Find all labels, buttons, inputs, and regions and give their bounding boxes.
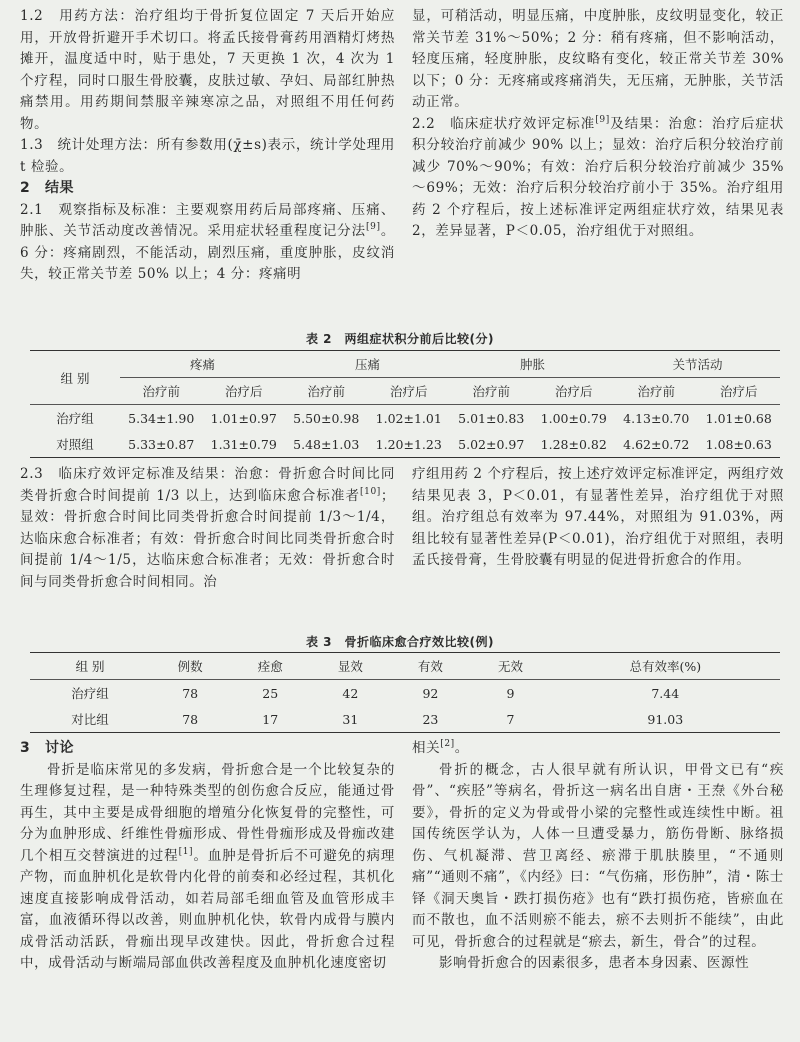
table3-cell: 25 (262, 685, 279, 701)
table2-subheader: 治疗前 (307, 384, 345, 399)
table2-row-label: 治疗组 (56, 411, 94, 426)
paragraph-scoring: 显，可稍活动，明显压痛，中度肿胀，皮纹明显变化，较正常关节差 31%～50%；2 分：稍有疼痛，但不影响活动，轻度压痛，轻度肿胀，皮纹略有变化，较正常关节差 30%以下；0 分：无疼痛或疼痛消失，无压痛，无肿胀，关节活动正常。 (412, 8, 784, 110)
left-column-top (20, 6, 395, 286)
table2-cell: 4.62±0.72 (623, 436, 690, 452)
table2-cell: 1.00±0.79 (540, 410, 607, 426)
table2-cell: 5.01±0.83 (458, 410, 525, 426)
table2-group: 疼痛 (120, 351, 285, 378)
paragraph-symptom-criteria: 2.2 临床症状疗效评定标准[9]及结果：治愈：治疗后症状积分较治疗前减少 90% 以上；显效：治疗后积分较治疗前减少 70%～90%；有效：治疗后积分较治疗前减少 35%～69%；无效：治疗后积分较治疗前小于 35%。治疗组用药 2 个疗程后，按上述标准评定两组症状疗效，结果见表 2，差异显著，P＜0.05，治疗组优于对照组。 (412, 114, 785, 239)
table2-subheader: 治疗后 (554, 384, 593, 399)
table2 (30, 350, 780, 458)
table3-header: 有效 (417, 659, 443, 674)
right-column-bottom (412, 738, 784, 975)
table-row (30, 431, 780, 458)
table3-cell: 91.03 (647, 711, 684, 727)
table2-cell: 5.34±1.90 (128, 410, 195, 426)
table3-cell: 31 (342, 711, 359, 727)
citation-ref[interactable]: [9] (595, 114, 610, 125)
table2-cell: 5.02±0.97 (458, 436, 525, 452)
section-heading-results: 2 结果 (20, 180, 75, 196)
table2-cell: 1.28±0.82 (540, 436, 607, 452)
right-column-top (412, 6, 784, 243)
table2-cell: 1.08±0.63 (705, 436, 772, 452)
table2-cell: 1.01±0.68 (705, 410, 772, 426)
table3-cell: 7.44 (651, 685, 680, 701)
citation-ref[interactable]: [9] (366, 222, 381, 232)
table2-group: 关节活动 (615, 351, 780, 378)
table3-cell: 92 (422, 685, 439, 701)
paragraph-clinical-criteria: 2.3 临床疗效评定标准及结果：治愈：骨折愈合时间比同类骨折愈合时间提前 1/3 以上，达到临床愈合标准者[10]；显效：骨折愈合时间比同类骨折愈合时间提前 1/3～1/4，达临床愈合标准者；有效：骨折愈合时间比同类骨折愈合时间提前 1/4～1/5，达临床愈合标准者；无效：骨折愈合时间与同类骨折愈合时间相同。治 (20, 466, 395, 590)
paragraph-clinical-results: 疗组用药 2 个疗程后，按上述疗效评定标准评定，两组疗效结果见表 3，P＜0.01，有显著性差异，治疗组优于对照组。治疗组总有效率为 97.44%，对照组为 91.03%，两组比较有显著性差异(P＜0.01)，治疗组优于对照组，表明孟氏接骨膏，生骨胶囊有明显的促进骨折愈合的作用。 (412, 466, 784, 568)
table3-caption: 表 3 骨折临床愈合疗效比较(例) (306, 635, 494, 649)
table3-cell: 78 (182, 685, 199, 701)
left-column-middle (20, 464, 395, 593)
right-column-middle (412, 464, 784, 572)
table-row (30, 405, 780, 432)
table3-header: 无效 (498, 659, 524, 674)
left-column-bottom (20, 738, 395, 975)
table3-cell: 78 (182, 711, 199, 727)
table2-cell: 5.48±1.03 (293, 436, 360, 452)
section-heading-discussion: 3 讨论 (20, 740, 75, 756)
table3-cell: 7 (506, 711, 515, 727)
table-row (30, 680, 780, 707)
paragraph-related: 相关[2]。 (412, 739, 469, 756)
table2-group: 肿胀 (450, 351, 615, 378)
table3-cell: 23 (422, 711, 439, 727)
table3-header: 总有效率(%) (629, 659, 702, 674)
table3-cell: 对比组 (71, 712, 109, 727)
table2-cell: 5.50±0.98 (293, 410, 360, 426)
table2-subheader: 治疗后 (719, 384, 758, 399)
table-row (30, 706, 780, 733)
table2-subheader: 治疗后 (389, 384, 428, 399)
table3-header: 显效 (337, 659, 363, 674)
table3-header: 例数 (177, 659, 203, 674)
table3-header: 痊愈 (257, 659, 283, 674)
table3-cell: 治疗组 (71, 686, 109, 701)
table3 (30, 652, 780, 733)
table2-subheader: 治疗后 (224, 384, 263, 399)
table2-subheader: 治疗前 (637, 384, 675, 399)
citation-ref[interactable]: [1] (178, 846, 194, 857)
table3-header: 组 别 (75, 659, 105, 674)
paragraph-dosage: 1.2 用药方法：治疗组均于骨折复位固定 7 天后开始应用，开放骨折避开手术切口。将孟氏接骨膏药用酒精灯烤热摊开，温度适中时，贴于患处，7 天更换 1 次，4 次为 1 个疗程，同时口服生骨胶囊，皮肤过敏、孕妇、局部红肿热痛禁用。用药期间禁服辛辣寒凉之品，对照组不用任何药物。 (20, 8, 395, 132)
table2-group-header: 组 别 (30, 351, 120, 405)
paragraph-concept: 骨折的概念，古人很早就有所认识，甲骨文已有“疾骨”、“疾胫”等病名，骨折这一病名出自唐・王焘《外台秘要》，骨折的定义为骨或骨小梁的完整性或连续性中断。祖国传统医学认为，人体一旦遭受暴力，筋伤骨断、脉络损伤、气机凝滞、营卫离经、瘀滞于肌肤腠里，“不通则痛”“通则不痛”，《内经》曰：“气伤痛，形伤肿”，清・陈士铎《洞天奥旨・跌打损伤疮》也有“跌打损伤疮，皆瘀血在而不散也，血不活则瘀不能去，瘀不去则折不能续”，由此可见，骨折愈合的过程就是“瘀去，新生，骨合”的过程。 (412, 761, 784, 950)
table2-cell: 1.02±1.01 (375, 410, 442, 426)
table2-subheader: 治疗前 (142, 384, 180, 399)
paragraph-statistics: 1.3 统计处理方法：所有参数用(χ̄±s)表示，统计学处理用 t 检验。 (20, 137, 395, 175)
table2-group: 压痛 (285, 351, 450, 378)
table2-cell: 5.33±0.87 (128, 436, 195, 452)
table2-cell: 4.13±0.70 (623, 410, 690, 426)
paragraph-observation: 2.1 观察指标及标准：主要观察用药后局部疼痛、压痛、肿胀、关节活动度改善情况。采用症状轻重程度记分法[9]。6 分：疼痛剧烈，不能活动，剧烈压痛，重度肿胀，皮纹消失，较正常关节差 50% 以上；4 分：疼痛明 (20, 201, 395, 282)
table2-cell: 1.20±1.23 (375, 436, 442, 452)
paragraph-discussion: 骨折是临床常见的多发病，骨折愈合是一个比较复杂的生理修复过程，是一种特殊类型的创伤愈合反应，能通过骨再生，其中主要是成骨细胞的增殖分化恢复骨的完整性，可分为血肿形成、纤维性骨痂形成、骨性骨痂形成及骨痂改建几个相互交替演进的过程[1]。血肿是骨折后不可避免的病理产物，而血肿机化是软骨内化骨的前奏和必经过程，其机化速度直接影响成骨活动，如若局部毛细血管及血管形成丰富，血液循环得以改善，则血肿机化快，软骨内成骨与膜内成骨活动活跃，骨痂出现早改建快。因此，骨折愈合过程中，成骨活动与断端局部血供改善程度及血肿机化速度密切 (20, 761, 395, 971)
table2-caption: 表 2 两组症状积分前后比较(分) (306, 332, 494, 346)
table3-cell: 9 (506, 685, 515, 701)
citation-ref[interactable]: [2] (440, 739, 455, 749)
paragraph-factors: 影响骨折愈合的因素很多，患者本身因素、医源性 (439, 955, 750, 971)
table2-cell: 1.31±0.79 (210, 436, 277, 452)
table3-cell: 17 (262, 711, 279, 727)
table3-cell: 42 (342, 685, 359, 701)
table2-subheader: 治疗前 (472, 384, 510, 399)
table2-cell: 1.01±0.97 (210, 410, 277, 426)
citation-ref[interactable]: [10] (360, 486, 381, 497)
table2-row-label: 对照组 (56, 437, 94, 452)
